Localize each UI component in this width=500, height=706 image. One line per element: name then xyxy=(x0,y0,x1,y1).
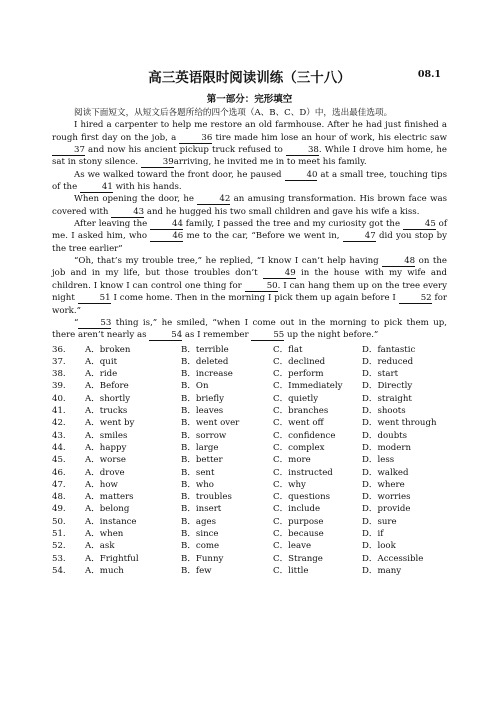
passage-text: in the house with my wife and children. I know I can control one thing for xyxy=(52,268,447,291)
option-row xyxy=(52,356,447,368)
question-number: 52. xyxy=(52,541,66,552)
passage-text: me to the car, “Before we went in, xyxy=(183,231,343,242)
option-row xyxy=(52,430,447,442)
blank-52: 52 xyxy=(399,293,432,304)
option-d: D．where xyxy=(362,479,405,490)
passage-text: of me. I asked him, who xyxy=(52,219,448,242)
blank-37: 37 xyxy=(52,145,85,156)
passage-text: arriving, he invited me in to meet his family. xyxy=(173,157,367,168)
option-c: C．complex xyxy=(273,442,325,453)
option-a: A．broken xyxy=(85,344,131,355)
blank-36: 36 xyxy=(179,133,212,144)
passage-text: thing is,” he smiled, “when I come out in the morning to pick them up, there aren’t nearly as xyxy=(52,317,447,341)
question-number: 41. xyxy=(52,406,66,417)
option-b: B．terrible xyxy=(181,344,229,355)
option-c: C．Strange xyxy=(273,553,323,564)
passage-text: did you stop by the tree earlier” xyxy=(52,231,448,254)
question-number: 39. xyxy=(52,381,66,392)
question-number: 38. xyxy=(52,369,66,380)
option-row xyxy=(52,503,447,515)
option-d: D．many xyxy=(362,565,402,576)
blank-40: 40 xyxy=(285,170,318,181)
option-c: C．more xyxy=(273,455,311,466)
option-b: B．On xyxy=(181,381,209,392)
option-b: B．briefly xyxy=(181,393,224,404)
option-a: A．smiles xyxy=(85,430,128,441)
option-a: A．ride xyxy=(85,369,118,380)
question-number: 40. xyxy=(52,393,66,404)
option-c: C．flat xyxy=(273,344,303,355)
question-number: 42. xyxy=(52,418,66,429)
passage-paragraph-5 xyxy=(52,255,447,317)
question-number: 51. xyxy=(52,528,66,539)
option-row xyxy=(52,467,447,479)
option-row xyxy=(52,491,447,503)
blank-46: 46 xyxy=(150,231,183,242)
passage-text: and now his ancient pickup truck refused to xyxy=(84,145,286,156)
option-d: D．sure xyxy=(362,516,397,527)
option-a: A．shortly xyxy=(85,393,131,404)
blank-45: 45 xyxy=(403,219,436,230)
option-d: D．Directly xyxy=(362,381,413,392)
option-d: D．start xyxy=(362,369,399,380)
option-b: B．ages xyxy=(181,516,217,527)
option-a: A．much xyxy=(85,565,124,576)
option-b: B．who xyxy=(181,479,214,490)
option-row xyxy=(52,553,447,565)
passage-text: “Oh, that’s my trouble tree,” he replied, “I know I can’t help having xyxy=(74,256,383,267)
instruction: 阅读下面短文，从短文后各题所给的四个选项（A、B、C、D）中，选出最佳选项。 xyxy=(74,108,393,118)
option-row xyxy=(52,417,447,429)
option-a: A．quit xyxy=(85,356,118,367)
passage-text: When opening the door, he xyxy=(74,194,198,205)
option-row xyxy=(52,540,447,552)
option-row xyxy=(52,405,447,417)
blank-54: 54 xyxy=(149,330,182,341)
option-d: D．Accessible xyxy=(362,553,424,564)
option-a: A．instance xyxy=(85,516,137,527)
option-d: D．went through xyxy=(362,418,437,429)
question-number: 47. xyxy=(52,479,66,490)
passage-paragraph-2 xyxy=(52,169,447,194)
question-number: 49. xyxy=(52,504,66,515)
option-d: D．less xyxy=(362,455,395,466)
option-b: B．sorrow xyxy=(181,430,227,441)
passage-paragraph-6 xyxy=(52,317,447,342)
passage-text: with his hands. xyxy=(112,182,182,193)
option-c: C．went off xyxy=(273,418,324,429)
passage-text: . While I drove him home, he sat in stony silence. xyxy=(52,145,447,168)
passage-text: for work.” xyxy=(52,293,447,316)
passage-text: as I remember xyxy=(182,330,252,341)
passage-text: As we walked toward the front door, he paused xyxy=(74,169,285,180)
title-text: 高三英语限时阅读训练（三十八） xyxy=(148,70,351,86)
passage-paragraph-4 xyxy=(52,218,447,255)
option-b: B．sent xyxy=(181,467,215,478)
passage-text: an amusing transformation. His brown face was covered with xyxy=(52,194,447,217)
option-c: C．little xyxy=(273,565,309,576)
option-c: C．branches xyxy=(273,406,329,417)
passage-paragraph-3 xyxy=(52,193,447,218)
option-b: B．large xyxy=(181,442,219,453)
option-b: B．troubles xyxy=(181,492,232,503)
passage-text: family, I passed the tree and my curiosity got the xyxy=(182,219,403,230)
blank-43: 43 xyxy=(111,207,144,218)
option-c: C．quietly xyxy=(273,393,319,404)
option-row xyxy=(52,368,447,380)
option-b: B．deleted xyxy=(181,356,229,367)
question-number: 50. xyxy=(52,516,66,527)
option-d: D．worries xyxy=(362,492,411,503)
question-number: 46. xyxy=(52,467,66,478)
passage-text: I hired a carpenter to help me restore an old farmhouse. After he had just finished a rough first day on the job, a xyxy=(52,120,447,143)
option-d: D．provide xyxy=(362,504,411,515)
blank-55: 55 xyxy=(251,330,284,341)
option-a: A．how xyxy=(85,479,118,490)
option-row xyxy=(52,516,447,528)
page-title xyxy=(52,66,447,86)
option-c: C．Immediately xyxy=(273,381,343,392)
option-b: B．since xyxy=(181,528,219,539)
passage-text: tire made him lose an hour of work, his electric saw xyxy=(212,132,447,143)
question-number: 43. xyxy=(52,430,66,441)
option-d: D．doubts xyxy=(362,430,408,441)
option-d: D．fantastic xyxy=(362,344,416,355)
option-c: C．purpose xyxy=(273,516,324,527)
option-c: C．confidence xyxy=(273,430,336,441)
passage-text: “ xyxy=(74,317,79,328)
option-c: C．leave xyxy=(273,541,312,552)
option-a: A．worse xyxy=(85,455,126,466)
option-b: B．went over xyxy=(181,418,240,429)
blank-39: 39 xyxy=(141,157,174,168)
option-a: A．happy xyxy=(85,442,127,453)
blank-49: 49 xyxy=(263,268,296,279)
option-b: B．better xyxy=(181,455,223,466)
passage-text: I come home. Then in the morning I pick them up again before I xyxy=(110,293,399,304)
question-number: 53. xyxy=(52,553,66,564)
worksheet xyxy=(52,66,447,577)
option-row xyxy=(52,380,447,392)
option-a: A．went by xyxy=(85,418,135,429)
section-heading: 第一部分：完形填空 xyxy=(206,94,293,105)
option-c: C．perform xyxy=(273,369,324,380)
question-number: 48. xyxy=(52,492,66,503)
question-number: 45. xyxy=(52,455,66,466)
option-c: C．why xyxy=(273,479,306,490)
option-d: D．straight xyxy=(362,393,412,404)
option-a: A．trucks xyxy=(85,406,128,417)
question-number: 44. xyxy=(52,442,66,453)
option-b: B．leaves xyxy=(181,406,224,417)
question-number: 54. xyxy=(52,565,66,576)
option-row xyxy=(52,442,447,454)
option-row xyxy=(52,393,447,405)
option-row xyxy=(52,565,447,577)
blank-47: 47 xyxy=(343,231,376,242)
passage-text: at a small tree, touching tips of the xyxy=(52,169,447,193)
passage-text: and he hugged his two small children and gave his wife a kiss. xyxy=(144,206,420,217)
worksheet-code: 08.1 xyxy=(417,69,441,80)
passage-text: on the job and in my life, but those troubles don’t xyxy=(52,256,447,279)
option-a: A．matters xyxy=(85,492,134,503)
option-a: A．Before xyxy=(85,381,129,392)
option-row xyxy=(52,479,447,491)
option-a: A．drove xyxy=(85,467,125,478)
option-a: A．Frightful xyxy=(85,553,139,564)
option-row xyxy=(52,344,447,356)
option-b: B．increase xyxy=(181,369,233,380)
option-c: C．instructed xyxy=(273,467,333,478)
passage-text: . I can hang them up on the tree every night xyxy=(52,280,447,304)
blank-42: 42 xyxy=(197,194,230,205)
option-c: C．declined xyxy=(273,356,326,367)
option-d: D．modern xyxy=(362,442,412,453)
blank-38: 38 xyxy=(286,145,319,156)
option-b: B．come xyxy=(181,541,220,552)
option-c: C．include xyxy=(273,504,321,515)
option-b: B．insert xyxy=(181,504,222,515)
passage-text: After leaving the xyxy=(74,219,151,230)
option-d: D．look xyxy=(362,541,396,552)
passage-text: up the night before.” xyxy=(284,330,379,341)
blank-44: 44 xyxy=(150,219,183,230)
option-d: D．reduced xyxy=(362,356,414,367)
passage-paragraph-1 xyxy=(52,119,447,168)
option-d: D．if xyxy=(362,528,384,539)
options-table xyxy=(52,344,447,578)
option-row xyxy=(52,454,447,466)
option-b: B．Funny xyxy=(181,553,224,564)
option-d: D．walked xyxy=(362,467,409,478)
blank-48: 48 xyxy=(382,256,415,267)
blank-50: 50 xyxy=(245,281,278,292)
option-c: C．because xyxy=(273,528,324,539)
option-a: A．ask xyxy=(85,541,115,552)
question-number: 37. xyxy=(52,356,66,367)
option-d: D．shoots xyxy=(362,406,406,417)
option-a: A．belong xyxy=(85,504,130,515)
blank-41: 41 xyxy=(80,182,113,193)
question-number: 36. xyxy=(52,344,66,355)
blank-51: 51 xyxy=(78,293,111,304)
option-b: B．few xyxy=(181,565,212,576)
option-c: C．questions xyxy=(273,492,331,503)
option-row xyxy=(52,528,447,540)
blank-53: 53 xyxy=(78,318,111,329)
option-a: A．when xyxy=(85,528,124,539)
